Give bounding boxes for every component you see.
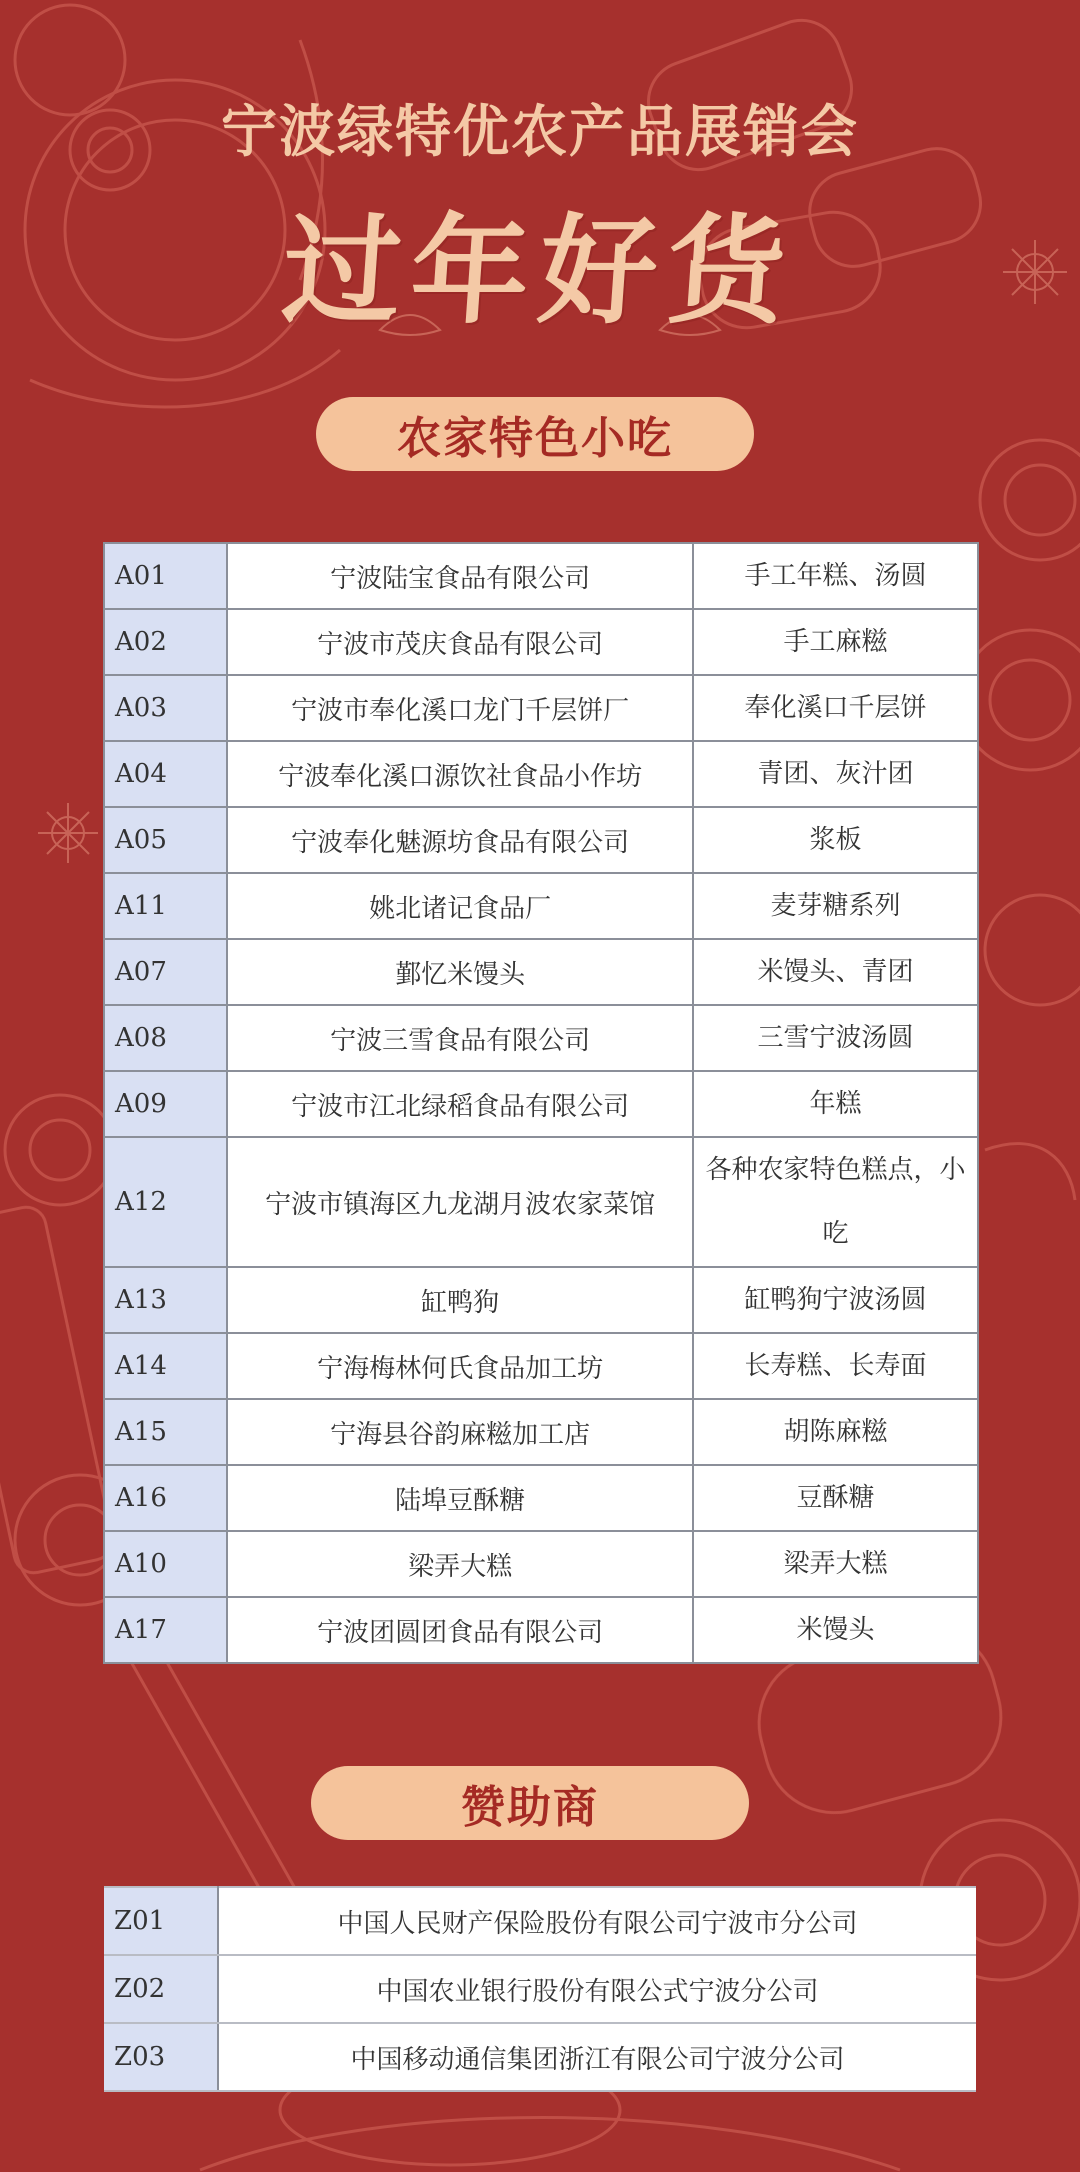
company-name: 宁海梅林何氏食品加工坊 [227, 1333, 693, 1399]
table-row [104, 1399, 978, 1465]
company-name: 鄞忆米馒头 [227, 939, 693, 1005]
company-name: 缸鸭狗 [227, 1267, 693, 1333]
booth-code: A08 [104, 1005, 227, 1071]
company-name: 宁波奉化魅源坊食品有限公司 [227, 807, 693, 873]
company-name: 宁波市茂庆食品有限公司 [227, 609, 693, 675]
sponsor-code: Z03 [104, 2023, 218, 2091]
booth-code: A12 [104, 1137, 227, 1267]
table-row [104, 1465, 978, 1531]
table-row [104, 1137, 978, 1267]
table-row [104, 543, 978, 609]
booth-code: A05 [104, 807, 227, 873]
company-name: 宁波三雪食品有限公司 [227, 1005, 693, 1071]
booth-code: A13 [104, 1267, 227, 1333]
vendors-table [103, 542, 979, 1664]
table-row [104, 1597, 978, 1663]
company-name: 宁波市江北绿稻食品有限公司 [227, 1071, 693, 1137]
poster-title: 过年好货 [278, 201, 801, 340]
table-row [104, 807, 978, 873]
booth-code: A11 [104, 873, 227, 939]
table-row [104, 1071, 978, 1137]
product-name: 手工麻糍 [693, 609, 978, 675]
product-name: 缸鸭狗宁波汤圆 [693, 1267, 978, 1333]
product-name: 胡陈麻糍 [693, 1399, 978, 1465]
booth-code: A09 [104, 1071, 227, 1137]
product-name: 手工年糕、汤圆 [693, 543, 978, 609]
table-row [104, 1955, 976, 2023]
product-name: 三雪宁波汤圆 [693, 1005, 978, 1071]
table-row [104, 1887, 976, 1955]
product-name: 米馒头、青团 [693, 939, 978, 1005]
product-name: 浆板 [693, 807, 978, 873]
product-name: 各种农家特色糕点，小吃 [693, 1137, 978, 1267]
table-row [104, 675, 978, 741]
booth-code: A02 [104, 609, 227, 675]
company-name: 宁波团圆团食品有限公司 [227, 1597, 693, 1663]
product-name: 米馒头 [693, 1597, 978, 1663]
company-name: 宁波市镇海区九龙湖月波农家菜馆 [227, 1137, 693, 1267]
table-row [104, 1333, 978, 1399]
table-row [104, 939, 978, 1005]
sponsor-name: 中国农业银行股份有限公式宁波分公司 [218, 1955, 976, 2023]
sponsor-code: Z01 [104, 1887, 218, 1955]
sponsor-name: 中国移动通信集团浙江有限公司宁波分公司 [218, 2023, 976, 2091]
booth-code: A16 [104, 1465, 227, 1531]
company-name: 宁波奉化溪口源饮社食品小作坊 [227, 741, 693, 807]
section-label-snacks: 农家特色小吃 [316, 397, 754, 471]
event-name: 宁波绿特优农产品展销会 [221, 99, 859, 165]
product-name: 年糕 [693, 1071, 978, 1137]
sponsor-name: 中国人民财产保险股份有限公司宁波市分公司 [218, 1887, 976, 1955]
sponsors-table [104, 1886, 976, 2092]
table-row [104, 741, 978, 807]
company-name: 宁海县谷韵麻糍加工店 [227, 1399, 693, 1465]
company-name: 陆埠豆酥糖 [227, 1465, 693, 1531]
table-row [104, 1531, 978, 1597]
table-row [104, 609, 978, 675]
company-name: 宁波陆宝食品有限公司 [227, 543, 693, 609]
booth-code: A10 [104, 1531, 227, 1597]
booth-code: A14 [104, 1333, 227, 1399]
product-name: 梁弄大糕 [693, 1531, 978, 1597]
booth-code: A15 [104, 1399, 227, 1465]
table-row [104, 2023, 976, 2091]
company-name: 姚北诸记食品厂 [227, 873, 693, 939]
table-row [104, 1005, 978, 1071]
company-name: 梁弄大糕 [227, 1531, 693, 1597]
product-name: 青团、灰汁团 [693, 741, 978, 807]
booth-code: A17 [104, 1597, 227, 1663]
company-name: 宁波市奉化溪口龙门千层饼厂 [227, 675, 693, 741]
booth-code: A04 [104, 741, 227, 807]
product-name: 豆酥糖 [693, 1465, 978, 1531]
product-name: 麦芽糖系列 [693, 873, 978, 939]
table-row [104, 1267, 978, 1333]
table-row [104, 873, 978, 939]
product-name: 奉化溪口千层饼 [693, 675, 978, 741]
sponsor-code: Z02 [104, 1955, 218, 2023]
booth-code: A03 [104, 675, 227, 741]
section-label-sponsors: 赞助商 [311, 1766, 749, 1840]
booth-code: A07 [104, 939, 227, 1005]
booth-code: A01 [104, 543, 227, 609]
product-name: 长寿糕、长寿面 [693, 1333, 978, 1399]
